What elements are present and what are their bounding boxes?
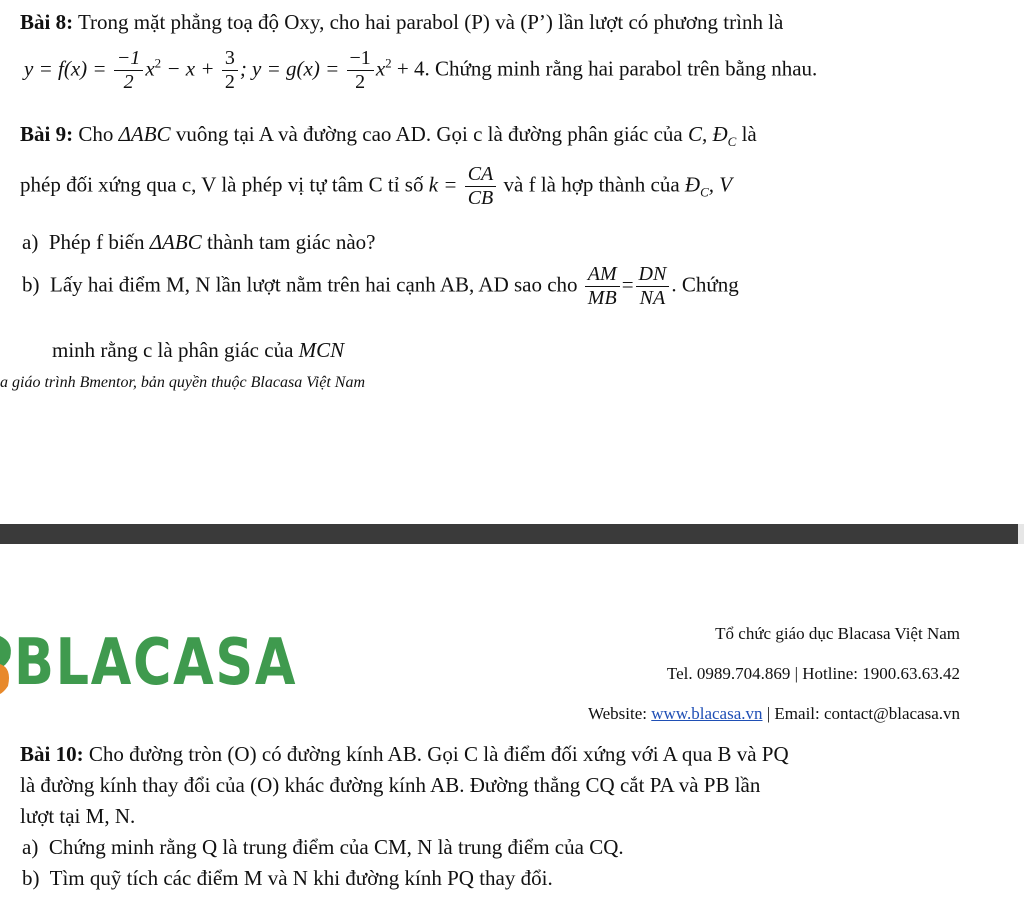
- g-frac-den: 2: [355, 71, 366, 93]
- na-den: NA: [639, 287, 666, 309]
- bai10-a-label: a): [22, 835, 39, 859]
- bai9-cd: C, Đ: [687, 122, 728, 146]
- f-lhs: y = f(x) =: [24, 56, 107, 81]
- dn-na-frac: [636, 264, 670, 309]
- org-contact: [588, 704, 960, 724]
- k-frac: [465, 164, 497, 209]
- k-den: CB: [467, 187, 494, 209]
- f-frac2: [222, 48, 238, 93]
- dc-tail: , V: [708, 172, 733, 197]
- bai9-part-a: [22, 232, 376, 253]
- bai10-line1: [20, 744, 789, 765]
- f-frac1-den: 2: [123, 71, 134, 93]
- website-label: Website:: [587, 704, 652, 723]
- k-eq: k =: [428, 172, 458, 197]
- bai10-a-text: Chứng minh rằng Q là trung điểm của CM, N là trung điểm của CQ.: [48, 835, 624, 859]
- dc-sub: C: [700, 184, 709, 200]
- f-sup: 2: [154, 55, 162, 71]
- bai9-text-c: là: [736, 122, 757, 146]
- bai9-line2: [20, 164, 732, 209]
- bai9-part-b: [22, 264, 739, 309]
- bai8-text: Trong mặt phẳng toạ độ Oxy, cho hai parabol (P) và (P’) lần lượt có phương trình là: [77, 10, 784, 34]
- f-frac2-den: 2: [224, 71, 235, 93]
- bai9-line2-b: và f là hợp thành của: [503, 172, 685, 197]
- g-frac-num: −1: [347, 48, 374, 71]
- bai9-b-text-b: . Chứng: [671, 272, 739, 297]
- bai9-line1: [20, 124, 757, 148]
- bai9-part-b-line2: [52, 340, 344, 361]
- bai9-a-text-b: thành tam giác nào?: [201, 230, 376, 254]
- bai10-label: Bài 10:: [20, 742, 84, 766]
- bai9-triangle: ΔABC: [118, 122, 171, 146]
- dc: Đ: [684, 172, 701, 197]
- bai10-line2: là đường kính thay đổi của (O) khác đường kính AB. Đường thẳng CQ cắt PA và PB lần: [20, 773, 761, 797]
- f-frac1-num: −1: [114, 48, 144, 71]
- logo-leaf-icon: [0, 628, 14, 698]
- bai10-part-b: [22, 868, 553, 889]
- bai9-cd-sub: C: [727, 134, 737, 150]
- bai9-a-text-a: Phép f biến: [48, 230, 150, 254]
- k-num: CA: [465, 164, 497, 187]
- mb-den: MB: [587, 287, 617, 309]
- bai9-b-label: b): [22, 272, 40, 297]
- am-num: AM: [585, 264, 620, 287]
- bai10-text1: Cho đường tròn (O) có đường kính AB. Gọi C là điểm đối xứng với A qua B và PQ: [83, 742, 789, 766]
- bai8-equation-line: [24, 48, 817, 93]
- bai9-text-b: vuông tại A và đường cao AD. Gọi c là đường phân giác của: [170, 122, 688, 146]
- bai10-b-text: Tìm quỹ tích các điểm M và N khi đường kính PQ thay đổi.: [49, 866, 553, 890]
- bai8-label: Bài 8:: [20, 10, 74, 34]
- page-divider: [0, 524, 1024, 544]
- bai9-line2-a: phép đối xứng qua c, V là phép vị tự tâm C tỉ số: [20, 172, 429, 197]
- f-frac2-num: 3: [222, 48, 238, 71]
- g-frac: [347, 48, 374, 93]
- page-footer: a giáo trình Bmentor, bản quyền thuộc Blacasa Việt Nam: [0, 374, 365, 391]
- bai9-text-a: Cho: [78, 122, 119, 146]
- bai10-b-label: b): [22, 866, 40, 890]
- f-mid: − x +: [161, 56, 215, 81]
- logo-text: BLACASA: [14, 626, 298, 700]
- email-text: | Email: contact@blacasa.vn: [762, 704, 960, 723]
- org-tel: Tel. 0989.704.869 | Hotline: 1900.63.63.42: [666, 664, 960, 683]
- bai10-part-a: [22, 837, 624, 858]
- website-link[interactable]: www.blacasa.vn: [651, 704, 763, 723]
- am-mb-frac: [585, 264, 620, 309]
- org-name: Tổ chức giáo dục Blacasa Việt Nam: [715, 624, 960, 643]
- bai9-b-line2-a: minh rằng c là phân giác của: [52, 338, 299, 362]
- g-tail: + 4: [391, 56, 425, 81]
- bai8-line1: [20, 12, 783, 33]
- bai9-a-label: a): [22, 230, 39, 254]
- bai9-label: Bài 9:: [20, 122, 74, 146]
- g-lhs: ; y = g(x) =: [239, 56, 340, 81]
- page-divider-edge: [1018, 524, 1024, 544]
- g-x: x: [375, 56, 386, 81]
- bai9-a-triangle: ΔABC: [149, 230, 202, 254]
- bai8-line2-tail: . Chứng minh rằng hai parabol trên bằng nhau.: [424, 56, 818, 81]
- dn-num: DN: [636, 264, 670, 287]
- f-frac1: [114, 48, 144, 93]
- bai9-b-text-a: Lấy hai điểm M, N lần lượt nằm trên hai cạnh AB, AD sao cho: [50, 272, 583, 297]
- b-eq: =: [621, 272, 634, 297]
- bai10-line3: lượt tại M, N.: [20, 804, 136, 828]
- document-page-2: [0, 544, 1024, 914]
- mcn: MCN: [298, 338, 345, 362]
- g-sup: 2: [385, 55, 392, 71]
- f-x: x: [145, 56, 155, 81]
